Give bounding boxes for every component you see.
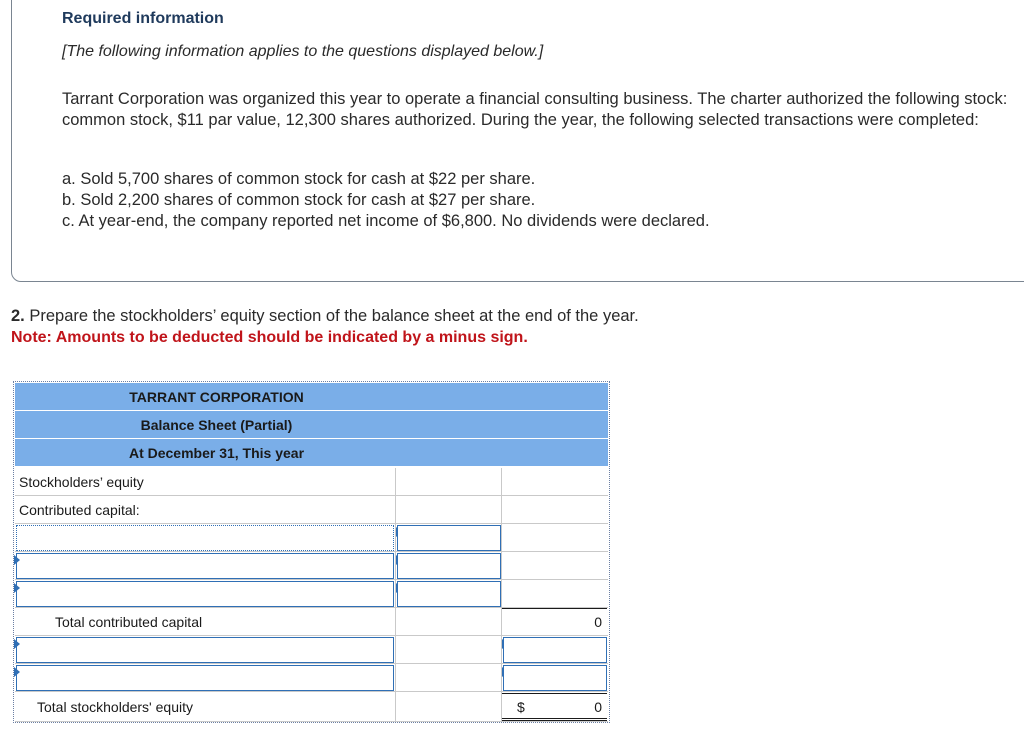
amount-input-5[interactable]	[503, 665, 607, 691]
required-info-title: Required information	[62, 10, 224, 27]
stockholders-equity-label: Stockholders’ equity	[19, 474, 144, 490]
total-equity-label: Total stockholders' equity	[37, 699, 193, 715]
question-text: Prepare the stockholders’ equity section of the balance sheet at the end of the year.	[24, 307, 639, 325]
info-applies-note: [The following information applies to the questions displayed below.]	[62, 43, 544, 60]
dropdown-arrow-icon	[14, 555, 20, 565]
row-stockholders-equity	[15, 468, 608, 496]
total-equity-value: 0	[594, 699, 602, 715]
question-number: 2.	[11, 307, 25, 325]
total-contributed-value: 0	[594, 614, 602, 630]
transaction-a: a. Sold 5,700 shares of common stock for cash at $22 per share.	[62, 170, 536, 188]
equity-double-rule	[502, 718, 607, 721]
currency-symbol: $	[517, 699, 525, 715]
amount-input-3[interactable]	[397, 581, 501, 607]
amount-input-1[interactable]	[397, 525, 501, 551]
account-name-select-1[interactable]	[16, 525, 394, 551]
sheet-date: At December 31, This year	[15, 439, 608, 467]
question-2	[11, 307, 639, 326]
account-name-select-4[interactable]	[16, 637, 394, 663]
amount-input-2[interactable]	[397, 553, 501, 579]
minus-sign-note: Note: Amounts to be deducted should be indicated by a minus sign.	[11, 329, 528, 346]
total-contributed-label: Total contributed capital	[55, 614, 203, 630]
row-total-contributed	[15, 608, 608, 636]
equity-top-rule	[502, 693, 607, 694]
dropdown-arrow-icon	[14, 667, 20, 677]
sheet-statement-title: Balance Sheet (Partial)	[15, 411, 608, 439]
sheet-company-name: TARRANT CORPORATION	[15, 383, 608, 411]
transaction-c: c. At year-end, the company reported net income of $6,800. No dividends were declared.	[62, 212, 710, 230]
amount-input-4[interactable]	[503, 637, 607, 663]
row-contributed-capital	[15, 496, 608, 524]
account-name-select-2[interactable]	[16, 553, 394, 579]
dropdown-arrow-icon	[14, 583, 20, 593]
account-name-select-3[interactable]	[16, 581, 394, 607]
dropdown-arrow-icon	[14, 639, 20, 649]
total-rule	[502, 608, 607, 609]
scenario-text: Tarrant Corporation was organized this year to operate a financial consulting business. The charter authorized the following stock: common stock, $11 par value, 12,300 shares authorized. During the year, the following selected transactions were completed:	[62, 90, 1008, 129]
contributed-capital-label: Contributed capital:	[19, 502, 140, 518]
transaction-b: b. Sold 2,200 shares of common stock for cash at $27 per share.	[62, 191, 536, 209]
account-name-select-5[interactable]	[16, 665, 394, 691]
